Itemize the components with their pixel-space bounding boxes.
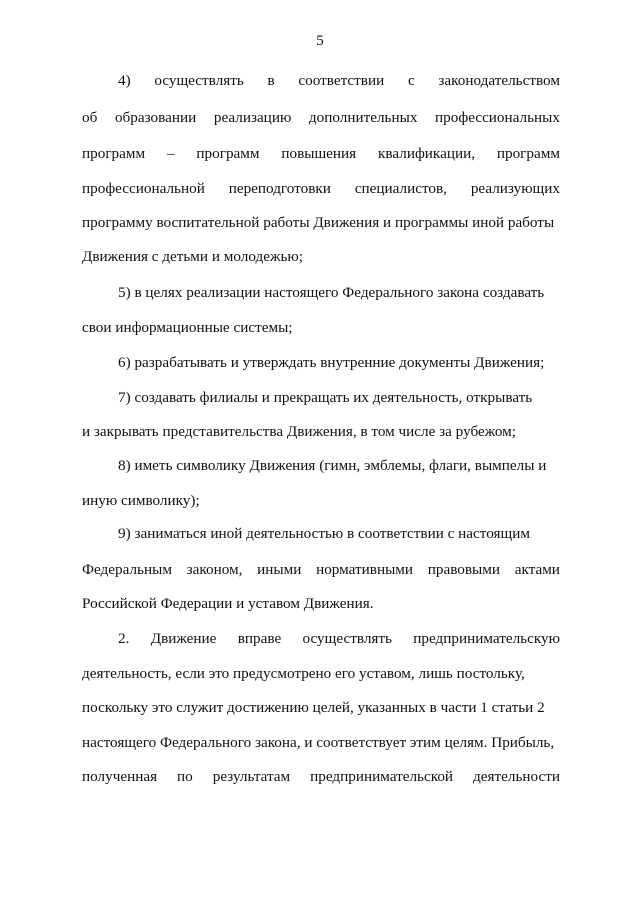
text-line: программу воспитательной работы Движения и программы иной работы: [82, 214, 555, 231]
word: об: [82, 109, 98, 126]
text-line: Российской Федерации и уставом Движения.: [82, 595, 374, 612]
word: 4): [118, 72, 131, 89]
text-line: [118, 72, 560, 90]
word: вправе: [237, 630, 282, 647]
word: с: [407, 72, 415, 89]
word: актами: [514, 561, 560, 578]
text-line: 7) создавать филиалы и прекращать их деятельность, открывать: [118, 389, 533, 406]
word: соответствии: [298, 72, 385, 89]
word: нормативными: [316, 561, 414, 578]
text-line: деятельность, если это предусмотрено его уставом, лишь постольку,: [82, 665, 525, 682]
text-line: 8) иметь символику Движения (гимн, эмблемы, флаги, вымпелы и: [118, 457, 547, 474]
text-line: [118, 630, 560, 648]
page-number: 5: [316, 33, 324, 49]
word: реализацию: [213, 109, 292, 126]
word: предпринимательскую: [413, 630, 560, 647]
text-line: 9) заниматься иной деятельностью в соответствии с настоящим: [118, 525, 530, 542]
word: –: [166, 145, 175, 162]
word: программ: [82, 145, 146, 162]
word: квалификации,: [378, 145, 475, 162]
word: программ: [496, 145, 560, 162]
text-line: [82, 109, 560, 127]
text-line: [82, 180, 560, 198]
word: Движение: [150, 630, 217, 647]
word: деятельности: [473, 768, 560, 785]
word: образовании: [114, 109, 197, 126]
word: результатам: [212, 768, 291, 785]
word: специалистов,: [354, 180, 447, 197]
text-line: [82, 561, 560, 579]
word: законом,: [186, 561, 243, 578]
text-line: свои информационные системы;: [82, 319, 293, 336]
word: профессиональных: [435, 109, 560, 126]
word: профессиональной: [82, 180, 205, 197]
word: предпринимательской: [310, 768, 454, 785]
word: реализующих: [470, 180, 560, 197]
word: 2.: [118, 630, 130, 647]
text-line: [82, 145, 560, 163]
word: правовыми: [427, 561, 500, 578]
word: осуществлять: [154, 72, 244, 89]
text-line: поскольку это служит достижению целей, указанных в части 1 статьи 2: [82, 699, 545, 716]
word: повышения: [281, 145, 357, 162]
text-line: 5) в целях реализации настоящего Федерального закона создавать: [118, 284, 545, 301]
word: иными: [257, 561, 302, 578]
word: по: [177, 768, 193, 785]
text-line: Движения с детьми и молодежью;: [82, 248, 303, 265]
text-line: настоящего Федерального закона, и соответствует этим целям. Прибыль,: [82, 734, 555, 751]
text-line: 6) разрабатывать и утверждать внутренние документы Движения;: [118, 354, 545, 371]
word: законодательством: [438, 72, 560, 89]
text-line: иную символику);: [82, 492, 200, 509]
word: Федеральным: [82, 561, 172, 578]
word: в: [267, 72, 275, 89]
word: полученная: [82, 768, 158, 785]
word: осуществлять: [302, 630, 392, 647]
text-line: и закрывать представительства Движения, в том числе за рубежом;: [82, 423, 516, 440]
word: переподготовки: [228, 180, 331, 197]
word: дополнительных: [308, 109, 418, 126]
word: программ: [196, 145, 260, 162]
text-line: [82, 768, 560, 786]
